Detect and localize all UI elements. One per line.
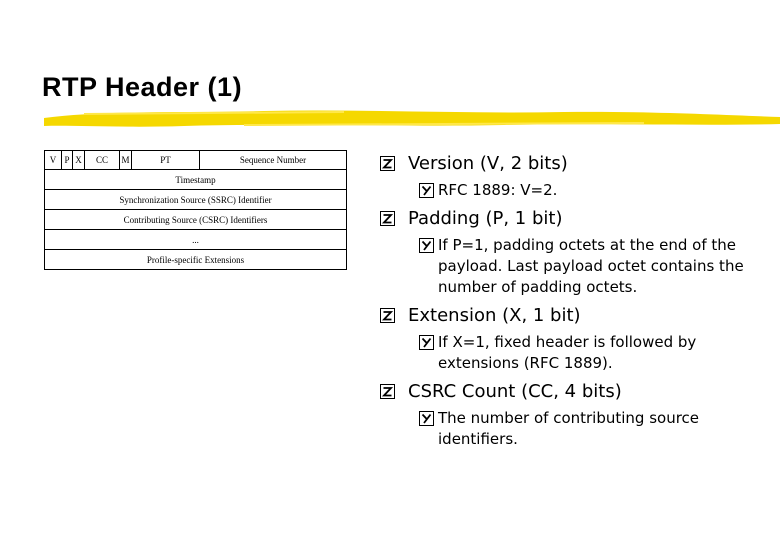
header-row-ellipsis bbox=[44, 230, 347, 250]
slide-title: RTP Header (1) bbox=[42, 72, 243, 102]
sub-bullet-csrc-count: The number of contributing source identifiers. bbox=[380, 408, 770, 450]
bullet-list bbox=[380, 152, 770, 456]
bullet-extension: Extension (X, 1 bit) bbox=[380, 304, 770, 328]
field-sequence-number: Sequence Number bbox=[199, 151, 346, 169]
bullet-csrc-count: CSRC Count (CC, 4 bits) bbox=[380, 380, 770, 404]
bullet-padding: Padding (P, 1 bit) bbox=[380, 207, 770, 231]
field-profile-extensions: Profile-specific Extensions bbox=[146, 254, 245, 265]
header-row-csrc bbox=[44, 210, 347, 230]
field-ssrc: Synchronization Source (SSRC) Identifier bbox=[119, 194, 272, 205]
header-row-profile bbox=[44, 250, 347, 270]
bullet-version: Version (V, 2 bits) bbox=[380, 152, 770, 176]
field-timestamp: Timestamp bbox=[175, 174, 216, 185]
y-bullet-icon bbox=[419, 411, 434, 426]
header-row-ssrc bbox=[44, 190, 347, 210]
field-x: X bbox=[72, 151, 84, 169]
rtp-header-diagram bbox=[44, 150, 347, 270]
z-bullet-icon bbox=[380, 156, 395, 171]
y-bullet-icon bbox=[419, 183, 434, 198]
field-v: V bbox=[49, 155, 57, 165]
sub-bullet-extension: If X=1, fixed header is followed by extensions (RFC 1889). bbox=[380, 332, 770, 374]
z-bullet-icon bbox=[380, 211, 395, 226]
field-csrc: Contributing Source (CSRC) Identifiers bbox=[123, 214, 268, 225]
field-m: M bbox=[119, 151, 131, 169]
z-bullet-icon bbox=[380, 384, 395, 399]
field-pt: PT bbox=[131, 151, 199, 169]
field-p: P bbox=[61, 151, 72, 169]
y-bullet-icon bbox=[419, 238, 434, 253]
z-bullet-icon bbox=[380, 308, 395, 323]
y-bullet-icon bbox=[419, 335, 434, 350]
field-ellipsis: ... bbox=[192, 234, 199, 245]
sub-bullet-padding: If P=1, padding octets at the end of the payload. Last payload octet contains the number of padding octets. bbox=[380, 235, 770, 298]
title-underline bbox=[44, 104, 780, 132]
header-row-1 bbox=[44, 150, 347, 170]
sub-bullet-version: RFC 1889: V=2. bbox=[380, 180, 770, 201]
header-row-timestamp bbox=[44, 170, 347, 190]
field-cc: CC bbox=[84, 151, 119, 169]
